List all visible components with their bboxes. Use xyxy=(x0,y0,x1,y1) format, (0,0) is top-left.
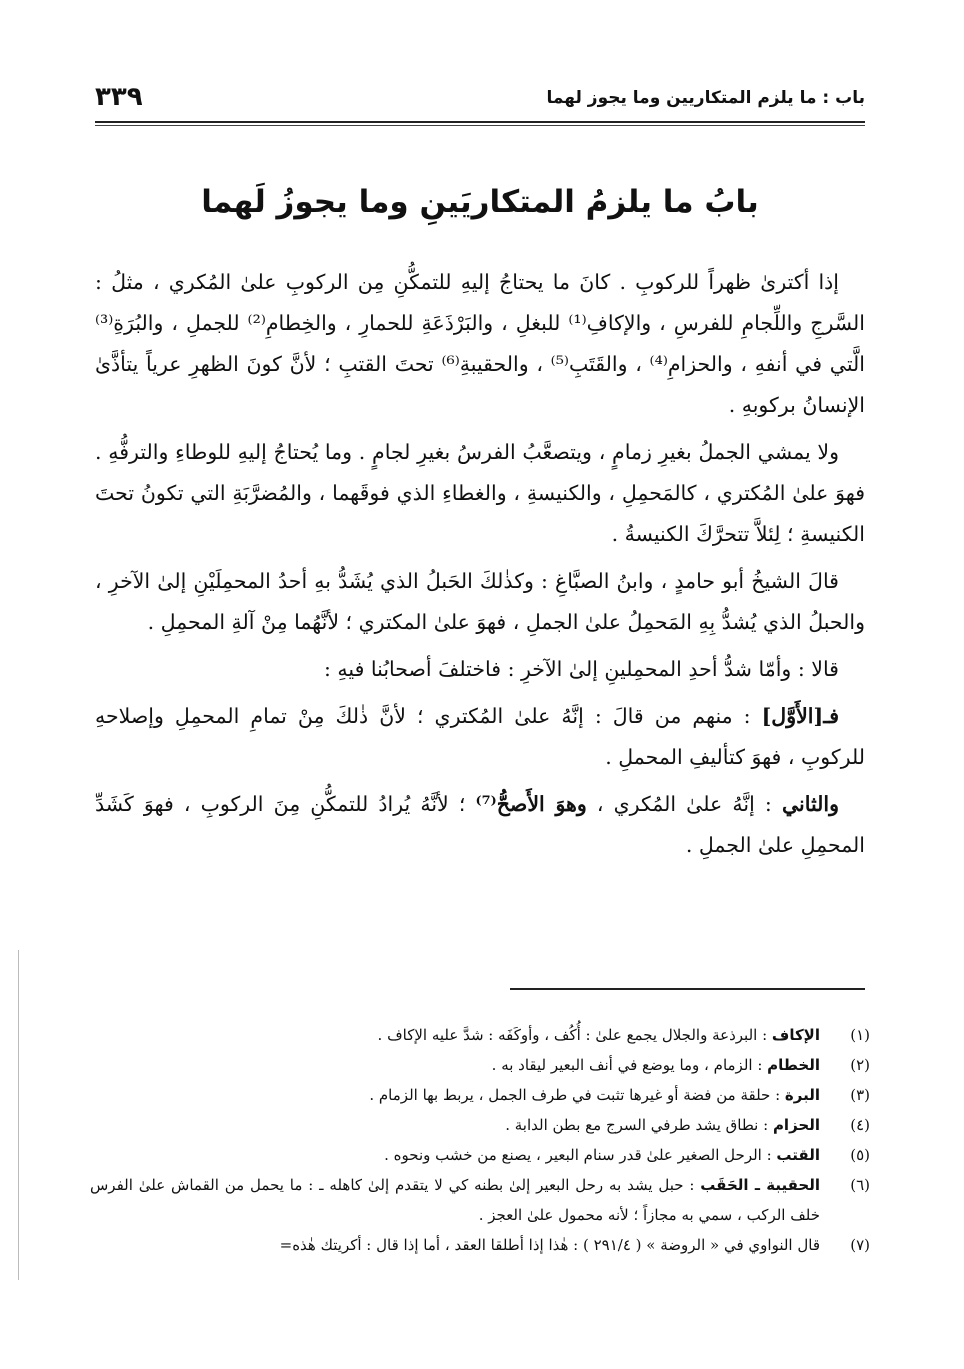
footnote-term: الخطام xyxy=(767,1056,820,1074)
footnote-rule xyxy=(510,988,865,990)
paragraph-second-view xyxy=(95,784,865,866)
second-view-text: : إنَّهُ علىٰ المُكري ، xyxy=(586,792,782,816)
second-view-text-end: ؛ لأنَّهُ يُرادُ للتمكُّنِ مِنَ الركوبِ ، فهوَ كَشَدِّ المحمِلِ علىٰ الجملِ . xyxy=(95,792,865,857)
chapter-title: بابُ ما يلزمُ المتكاريَينِ وما يجوزُ لَهما xyxy=(201,184,759,220)
first-view-text: : منهم من قالَ : إنَّهُ علىٰ المُكتري ؛ لأنَّ ذٰلكَ مِنْ تمامِ المحمِلِ وإصلاحهِ للركوبِ ، فهوَ كتأليفِ المحملِ . xyxy=(95,704,865,769)
running-title: باب : ما يلزم المتكاريين وما يجوز لهما xyxy=(546,88,865,108)
footnotes xyxy=(90,1020,870,1260)
footnote xyxy=(90,1050,870,1080)
running-header xyxy=(95,80,865,120)
first-view-label: فـ[الأَوَّل] xyxy=(761,704,839,728)
footnote-term: الحقيبة ـ الحَقَب xyxy=(700,1176,820,1194)
paragraph-first-view xyxy=(95,696,865,778)
footnote xyxy=(90,1230,870,1260)
paragraph: ولا يمشي الجملُ بغيرِ زمامٍ ، ويتصعَّبُ الفرسُ بغيرِ لجامٍ . وما يُحتاجُ إليهِ للوطاءِ والترفُّهِ . فهوَ علىٰ المُكتري ، كالمَحمِلِ ، والكنيسةِ ، والغطاءِ الذي فوقَهما ، والمُضرَّبَةِ التي تكونُ تحتَ الكنيسةِ ؛ لِئلاَّ تتحرَّكَ الكنيسةُ . xyxy=(95,440,865,546)
footnote-body xyxy=(90,1020,820,1050)
footnote xyxy=(90,1170,870,1230)
footnote xyxy=(90,1080,870,1110)
footnote-text: : الزمام ، وما يوضع في أنف البعير ليقاد به . xyxy=(491,1056,768,1074)
footnote-body xyxy=(90,1110,820,1140)
header-rule-thin xyxy=(95,125,865,126)
footnote-text: : نطاق يشد طرفي السرج مع بطن الدابة . xyxy=(505,1116,773,1134)
footnote-body xyxy=(90,1050,820,1080)
footnote-body xyxy=(90,1080,820,1110)
footnote-text: : البرذعة والجلال يجمع علىٰ : أُكُف ، وأوكَفَه : شدَّ عليه الإكاف . xyxy=(377,1026,772,1044)
paragraph: قالَ الشيخُ أبو حامدٍ ، وابنُ الصبَّاغِ : وكذٰلكَ الحَبلُ الذي يُشَدُّ بهِ أحدُ المحمِلَيْنِ إلىٰ الآخرِ ، والحبلُ الذي يُشدُّ بِهِ المَحمِلُ علىٰ الجملِ ، فهوَ علىٰ المكتري ؛ لأنَّهُما مِنْ آلةِ المحمِلِ . xyxy=(95,569,865,634)
footnote-number: (٧) xyxy=(850,1236,870,1254)
footnote-number: (٦) xyxy=(850,1176,870,1194)
footnote xyxy=(90,1020,870,1050)
second-view-label: والثاني xyxy=(781,792,840,816)
scan-margin-line xyxy=(18,950,19,1280)
footnote-text: : حبل يشد به رحل البعير إلىٰ بطنه كي لا يتقدم إلىٰ كاهله ـ : ما يحمل من القماش علىٰ الفرس خلف الركب ، سمي به مجازاً ؛ لأنه محمول علىٰ العجز . xyxy=(90,1176,820,1224)
preferred-view: وهوَ الأَصحُّ⁽⁷⁾ xyxy=(475,792,587,816)
header-rule xyxy=(95,121,865,123)
footnote-number: (٥) xyxy=(850,1146,870,1164)
footnote-term: البرة xyxy=(784,1086,820,1104)
footnote-text: : حلقة من فضة أو غيرها تثبت في طرف الجمل ، يربط بها الزمام . xyxy=(369,1086,785,1104)
footnote-number: (٢) xyxy=(850,1056,870,1074)
footnote-number: (١) xyxy=(850,1026,870,1044)
footnote xyxy=(90,1140,870,1170)
footnote-text: : الرحل الصغير علىٰ قدر سنام البعير ، يصنع من خشب ونحوه . xyxy=(384,1146,777,1164)
footnote-body xyxy=(90,1140,820,1170)
footnote-number: (٣) xyxy=(850,1086,870,1104)
footnote-number: (٤) xyxy=(850,1116,870,1134)
footnote-text: قال النواوي في « الروضة » ( ٢٩١/٤ ) : هٰذا إذا أطلقا العقد ، أما إذا قال : أكريتك هٰذه= xyxy=(279,1236,820,1254)
page-number: ٣٣٩ xyxy=(95,82,143,112)
footnote-term: الإكاف xyxy=(771,1026,820,1044)
paragraph: قالا : وأمّا شدُّ أحدِ المحمِلينِ إلىٰ الآخرِ : فاختلفَ أصحابُنا فيهِ : xyxy=(323,657,839,681)
paragraph: إذا أكترىٰ ظهراً للركوبِ . كانَ ما يحتاجُ إليهِ للتمكُّنِ مِن الركوبِ علىٰ المُكري ، مثلُ : السَّرجِ واللِّجامِ للفرسِ ، والإكافِ⁽¹⁾ للبغلِ ، والبَرْذَعَةِ للحمارِ ، والخِطامِ⁽²⁾ للجملِ ، والبُرَةِ⁽³⁾ الَّتي في أنفهِ ، والحزامِ⁽⁴⁾ ، والقَتَبِ⁽⁵⁾ ، والحقيبةِ⁽⁶⁾ تحتَ القتبِ ؛ لأنَّ كونَ الظهرِ عرياً يتأذَّىٰ الإنسانُ بركوبهِ . xyxy=(95,270,866,417)
main-text xyxy=(95,262,865,872)
footnote-body xyxy=(90,1230,820,1260)
footnote-term: القتب xyxy=(776,1146,820,1164)
footnote-body xyxy=(90,1170,820,1230)
footnote-term: الحزام xyxy=(772,1116,820,1134)
footnote xyxy=(90,1110,870,1140)
